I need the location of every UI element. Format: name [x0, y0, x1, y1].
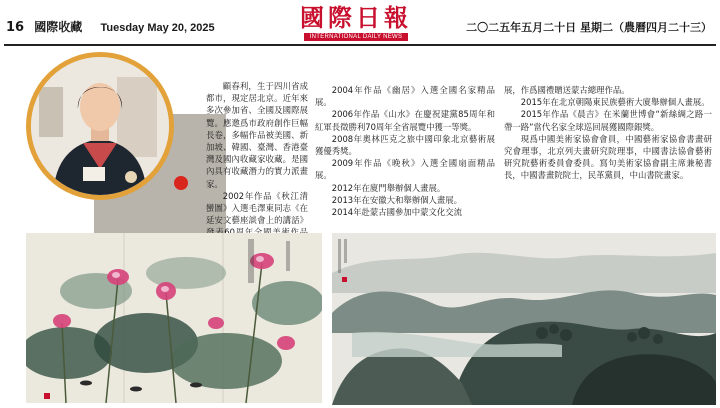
bio-paragraph: 2015年在北京朝陽東民族藝術大廈舉辦個人畫展。: [520, 97, 710, 108]
lotus-painting-image: [26, 233, 322, 403]
bio-paragraph: 2014年赴蒙古國參加中蒙文化交流: [331, 207, 462, 218]
bio-paragraph: 2009年作品《晚秋》入選全國扇面精品展。: [315, 158, 495, 181]
bio-paragraph: 顧春利，生于四川省成都市，現定居北京。近年來多次參加省、全國及國際展覽。應邀爲市政府創作巨幅長卷，多幅作品被美國、新加坡、韓國、臺灣、香港臺灣及國內收藏家收藏。是國內具有收藏潛力的實力派畫家。: [206, 81, 308, 189]
bio-paragraph: 2013年在安徽大和舉辦個人畫展。: [331, 194, 462, 205]
article-column-3: [504, 84, 712, 182]
bio-paragraph: 2015年作品《晨吉》在米蘭世博會“新絲綢之路一帶一路”當代名家全球巡回展獲國際銀獎。: [504, 109, 712, 132]
landscape-painting-image: [332, 233, 716, 405]
lotus-painting: [26, 233, 322, 403]
date-chinese: 二〇二五年五月二十日 星期二（農曆四月二十三）: [466, 21, 712, 34]
section-title: 國際收藏: [34, 20, 83, 34]
page-number: 16: [6, 20, 25, 35]
bio-paragraph: 2006年作品《山水》在慶祝建黨85周年和紅軍長徵勝利70周年全省展覽中獲一等獎。: [315, 109, 495, 132]
header-left: [6, 18, 215, 35]
masthead: [298, 4, 414, 41]
landscape-painting: [332, 233, 716, 405]
bio-paragraph: 2002年作品《秋江清蠻圖》入選毛澤東同志《在延安文藝座談會上的講話》: [206, 190, 308, 226]
red-seal-dot: [174, 176, 188, 190]
page-header: [0, 0, 720, 48]
portrait-illustration: [31, 57, 169, 195]
masthead-english: INTERNATIONAL DAILY NEWS: [304, 33, 408, 41]
header-rule: [4, 44, 716, 46]
bio-paragraph: 現爲中國美術家協會會員，中國藝術家協會書畫研究會理事，北京列夫畫研究院理事，中國書法協會藝術研究院藝術委員會委員。寫句美術家協會副主席兼秘書長，中國書畫院院士，民革黨員，中山書院畫家。: [504, 133, 712, 181]
artist-photo: [26, 52, 196, 200]
article-column-2: [315, 84, 495, 218]
bio-paragraph: 2004年作品《幽居》入選全國名家精品展。: [315, 85, 495, 108]
bio-paragraph: 展，作爲國禮贈送蒙古總理作品。: [504, 85, 630, 95]
bio-paragraph: 2008年奧林匹克之旅中國印象北京藝術展獲優秀獎。: [315, 133, 495, 157]
bio-paragraph: 2012年在廈門舉辦個人畫展。: [331, 182, 446, 193]
masthead-chinese: 國際日報: [300, 3, 412, 32]
date-english: Tuesday May 20, 2025: [100, 22, 215, 34]
portrait-circle: [26, 52, 174, 200]
